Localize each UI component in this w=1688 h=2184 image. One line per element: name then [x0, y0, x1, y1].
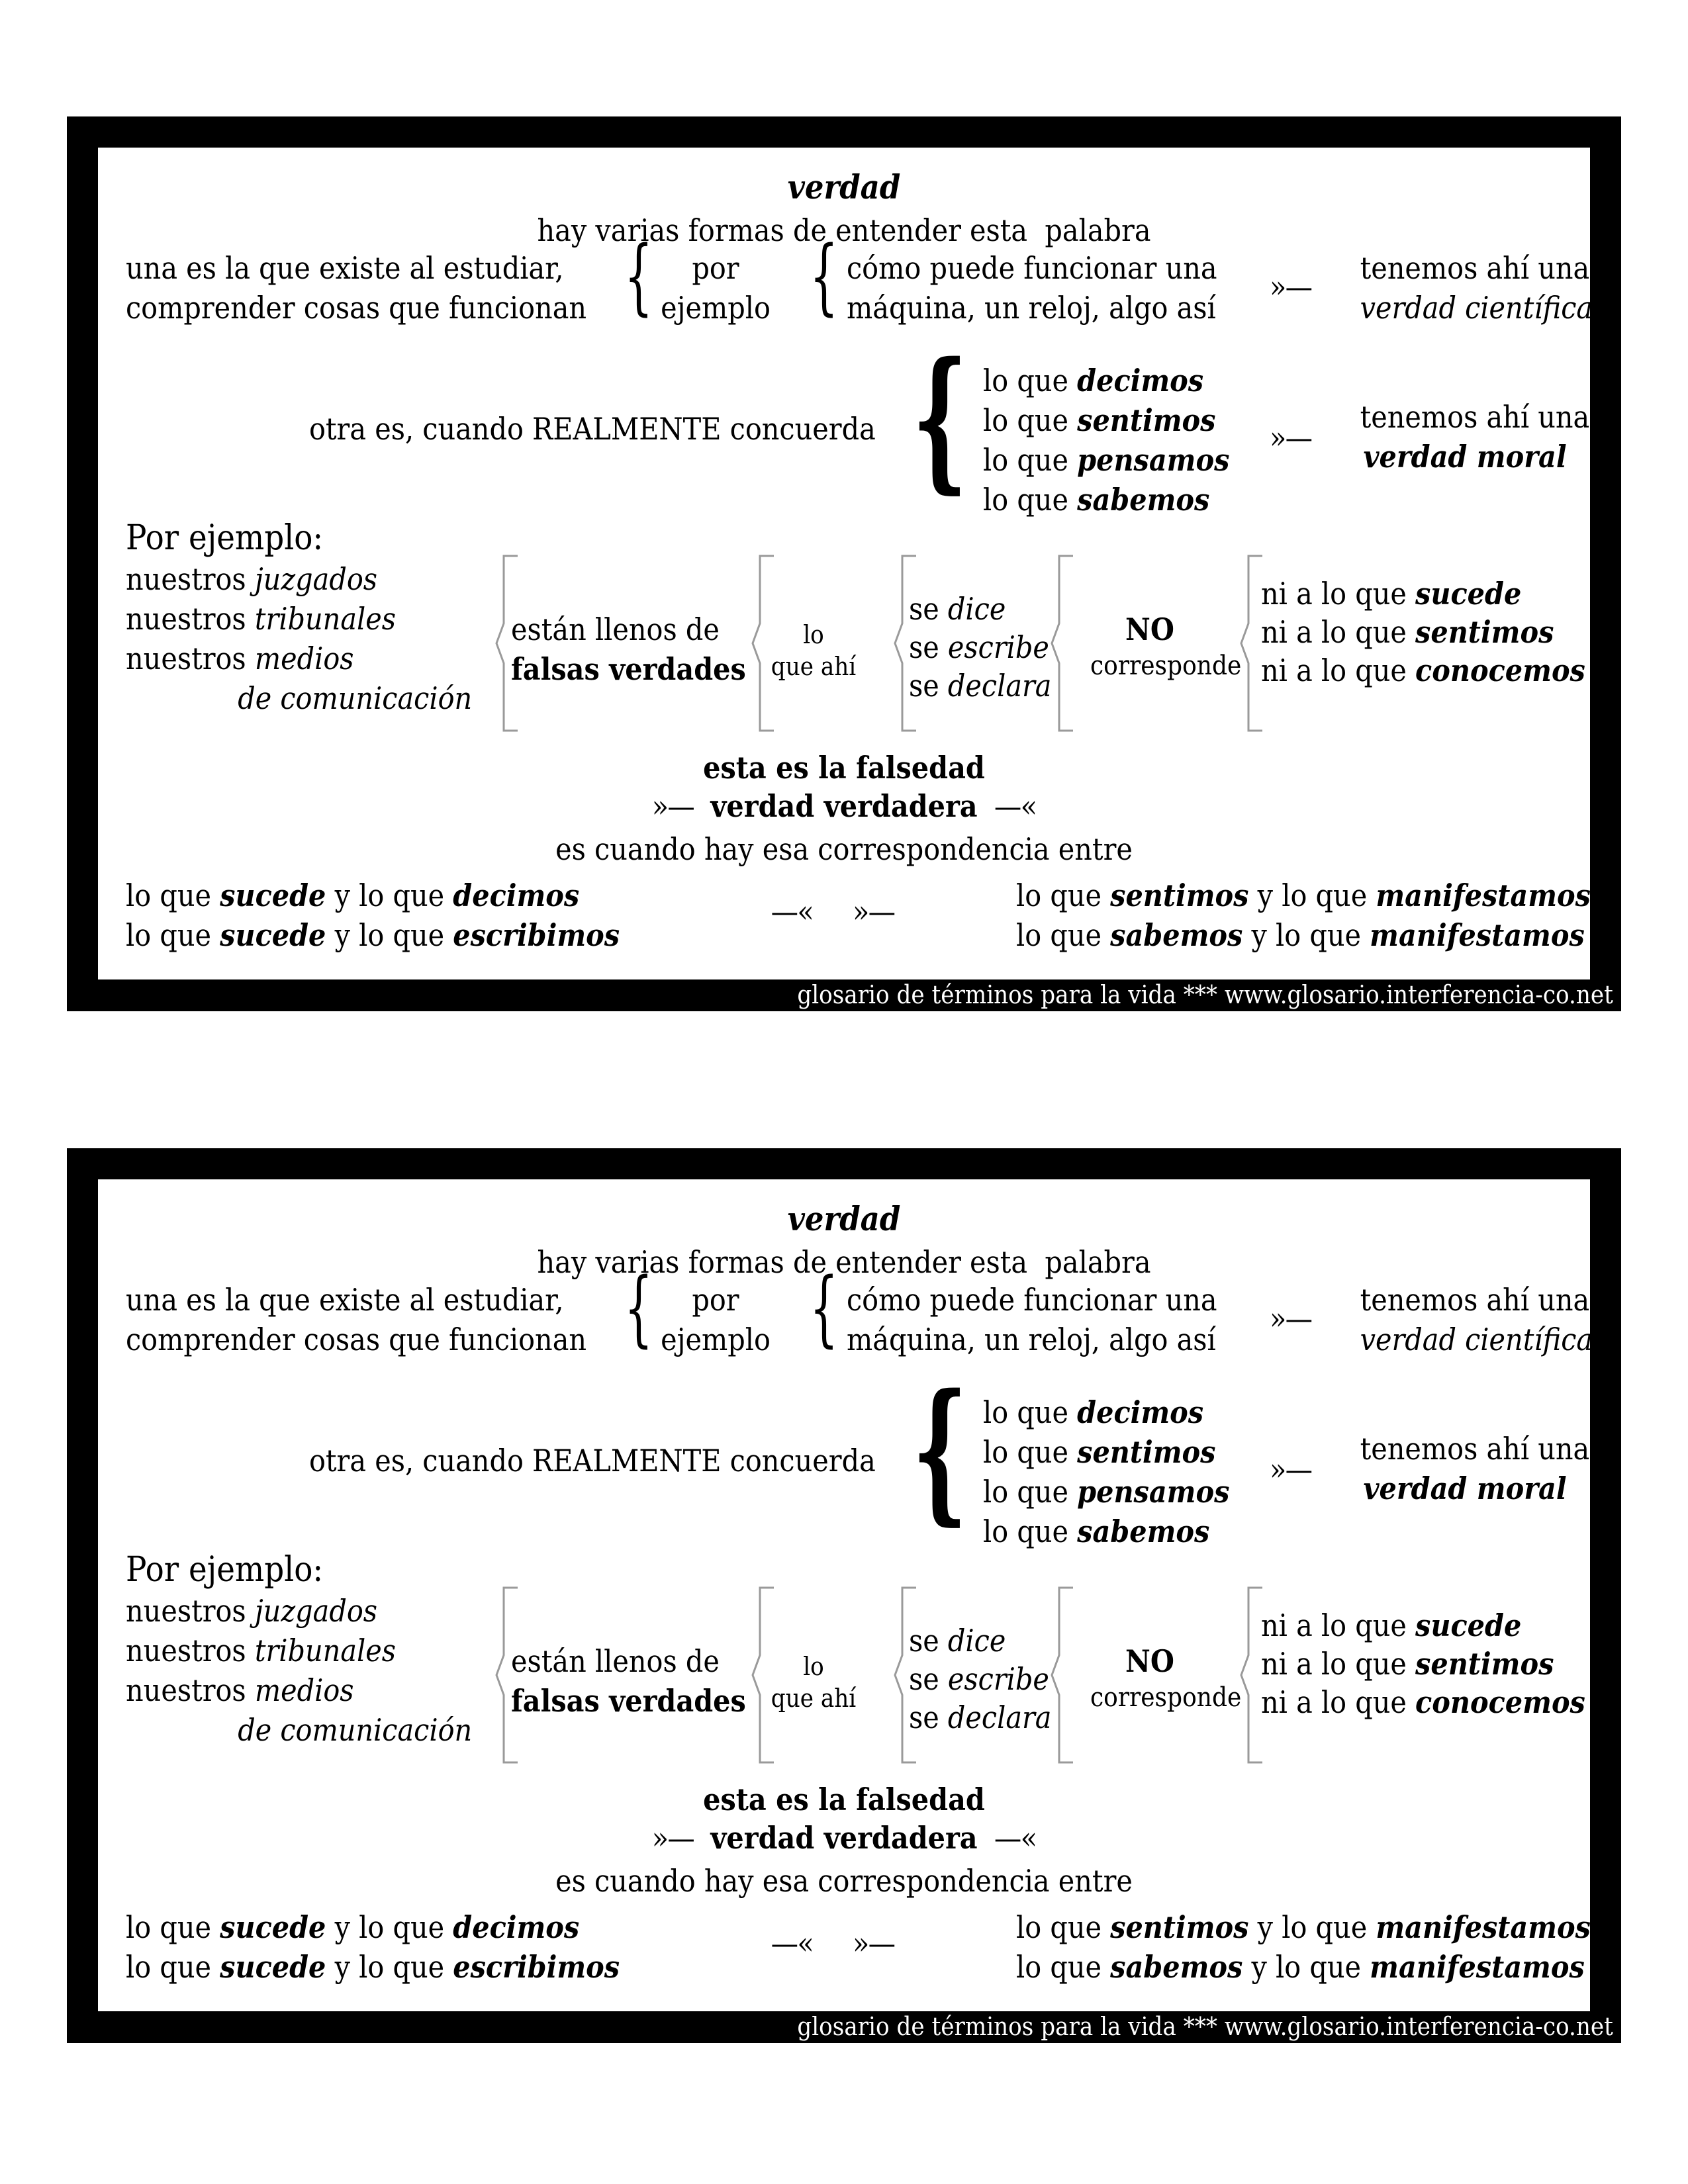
scientific-result — [1360, 248, 1593, 328]
said-item: se declara — [909, 668, 1052, 704]
moral-list-item: lo que decimos — [983, 363, 1204, 398]
scientific-left — [126, 248, 586, 328]
double-angle-dash-arrow-icon: »— — [1270, 1451, 1312, 1487]
no-line2: corresponde — [1090, 1682, 1242, 1713]
title-verdad: verdad — [787, 1199, 901, 1238]
said-item: se declara — [909, 1700, 1052, 1735]
moral-result-line2: verdad moral — [1363, 439, 1567, 475]
full-of-line1: están llenos de — [511, 1643, 720, 1679]
correspondence-line: lo que sentimos y lo que manifestamos — [1016, 1909, 1591, 1945]
said-group — [909, 1621, 1051, 1737]
correspondence-center — [737, 1923, 928, 1963]
no-line2: corresponde — [1090, 651, 1242, 681]
no-correspond-group — [1090, 1643, 1242, 1715]
moral-list — [983, 1392, 1229, 1551]
moral-list — [983, 361, 1229, 520]
true-truth-line — [173, 786, 1516, 826]
moral-list-item: lo que pensamos — [983, 442, 1230, 478]
correspondence-line: lo que sentimos y lo que manifestamos — [1016, 878, 1591, 913]
double-angle-dash-arrow-icon: —« — [994, 788, 1037, 824]
correspondence-line: lo que sucede y lo que escribimos — [126, 917, 620, 953]
source-item: nuestros juzgados — [126, 1593, 378, 1629]
full-of-line2: falsas verdades — [511, 1683, 746, 1719]
scientific-mid — [656, 1280, 775, 1359]
true-truth-label: verdad verdadera — [710, 1820, 978, 1856]
that-group — [766, 619, 861, 682]
no-line1: NO — [1125, 612, 1174, 647]
curly-brace-icon: { — [810, 1259, 839, 1356]
neither-item: ni a lo que conocemos — [1261, 653, 1585, 688]
card-footer — [67, 2011, 1621, 2043]
said-item: se dice — [909, 1623, 1006, 1659]
moral-result — [1360, 397, 1590, 477]
neither-group — [1261, 1606, 1585, 1721]
footer-text: glosario de términos para la vida *** www.glosario.interferencia-co.net — [796, 980, 1613, 1009]
source-item: de comunicación — [238, 1712, 473, 1748]
correspondence-left — [126, 876, 620, 955]
curly-brace-icon: { — [810, 228, 839, 324]
neither-item: ni a lo que sentimos — [1261, 1646, 1554, 1682]
correspondence-intro: es cuando hay esa correspondencia entre — [555, 1863, 1133, 1899]
moral-intro: otra es, cuando REALMENTE concuerda — [309, 411, 876, 447]
double-angle-dash-arrow-icon: »— — [651, 788, 694, 824]
curly-brace-icon: { — [624, 228, 653, 324]
card-footer — [67, 979, 1621, 1011]
scientific-mid — [656, 248, 775, 328]
source-item: nuestros medios — [126, 641, 354, 676]
moral-list-item: lo que decimos — [983, 1394, 1204, 1430]
moral-result-line2: verdad moral — [1363, 1471, 1567, 1506]
scientific-right-line1: cómo puede funcionar una — [847, 1282, 1217, 1318]
correspondence-intro: es cuando hay esa correspondencia entre — [555, 831, 1133, 867]
correspondence-center — [737, 891, 928, 931]
flyer-card — [67, 116, 1621, 1011]
source-item: nuestros tribunales — [126, 601, 397, 637]
moral-list-item: lo que pensamos — [983, 1474, 1230, 1510]
dash-angle-left-icon: —« — [771, 1925, 814, 1961]
title-verdad: verdad — [787, 167, 901, 206]
square-bracket-left-notch-icon — [1240, 555, 1264, 732]
correspondence-right — [1016, 876, 1591, 955]
that-group — [766, 1651, 861, 1714]
moral-list-item: lo que sabemos — [983, 1514, 1210, 1549]
scientific-right — [847, 248, 1217, 328]
angle-dash-right-icon: »— — [852, 1925, 895, 1961]
moral-list-item: lo que sentimos — [983, 402, 1216, 438]
subtitle: hay varias formas de entender esta palabra — [537, 212, 1151, 248]
source-item: nuestros medios — [126, 1672, 354, 1708]
moral-result — [1360, 1429, 1590, 1508]
correspondence-left — [126, 1907, 620, 1987]
correspondence-right — [1016, 1907, 1591, 1987]
curly-brace-icon: { — [912, 1361, 968, 1540]
scientific-right — [847, 1280, 1217, 1359]
double-angle-dash-arrow-icon: »— — [1270, 269, 1312, 304]
example-heading: Por ejemplo: — [126, 518, 324, 558]
said-item: se escribe — [909, 629, 1049, 665]
square-bracket-left-notch-icon — [1051, 555, 1074, 732]
scientific-left-line1: una es la que existe al estudiar, — [126, 250, 564, 286]
scientific-left — [126, 1280, 586, 1359]
scientific-result-line1: tenemos ahí una — [1360, 250, 1590, 286]
source-item: nuestros tribunales — [126, 1633, 397, 1668]
neither-item: ni a lo que sentimos — [1261, 614, 1554, 650]
that-line2: que ahí — [771, 652, 857, 681]
full-of-group — [511, 1641, 746, 1721]
that-line1: lo — [803, 1652, 824, 1681]
source-item: nuestros juzgados — [126, 561, 378, 597]
that-line2: que ahí — [771, 1684, 857, 1713]
angle-dash-right-icon: »— — [852, 893, 895, 929]
scientific-right-line2: máquina, un reloj, algo así — [847, 290, 1216, 326]
no-line1: NO — [1125, 1643, 1174, 1679]
said-group — [909, 590, 1051, 705]
flyer-card — [67, 1148, 1621, 2043]
dash-angle-left-icon: —« — [771, 893, 814, 929]
true-truth-label: verdad verdadera — [710, 788, 978, 824]
scientific-mid-line2: ejemplo — [661, 290, 771, 326]
said-item: se dice — [909, 591, 1006, 627]
moral-result-line1: tenemos ahí una — [1360, 1431, 1590, 1467]
scientific-mid-line1: por — [692, 1282, 739, 1318]
true-truth-line — [173, 1818, 1516, 1858]
curly-brace-icon: { — [912, 329, 968, 508]
said-item: se escribe — [909, 1661, 1049, 1697]
square-bracket-left-notch-icon — [1051, 1586, 1074, 1764]
double-angle-dash-arrow-icon: —« — [994, 1820, 1037, 1856]
scientific-left-line1: una es la que existe al estudiar, — [126, 1282, 564, 1318]
scientific-result-line2: verdad científica — [1360, 290, 1593, 326]
correspondence-line: lo que sabemos y lo que manifestamos — [1016, 917, 1585, 953]
scientific-result-line1: tenemos ahí una — [1360, 1282, 1590, 1318]
falsehood-line: esta es la falsedad — [703, 1782, 985, 1817]
no-correspond-group — [1090, 611, 1242, 684]
moral-intro: otra es, cuando REALMENTE concuerda — [309, 1443, 876, 1479]
moral-list-item: lo que sentimos — [983, 1434, 1216, 1470]
neither-item: ni a lo que sucede — [1261, 576, 1522, 612]
subtitle: hay varias formas de entender esta palabra — [537, 1244, 1151, 1280]
full-of-line1: están llenos de — [511, 612, 720, 647]
square-bracket-left-notch-icon — [1240, 1586, 1264, 1764]
neither-item: ni a lo que sucede — [1261, 1608, 1522, 1643]
curly-brace-icon: { — [624, 1259, 653, 1356]
source-item: de comunicación — [238, 680, 473, 716]
sources-list — [126, 559, 472, 718]
scientific-right-line1: cómo puede funcionar una — [847, 250, 1217, 286]
double-angle-dash-arrow-icon: »— — [651, 1820, 694, 1856]
neither-group — [1261, 574, 1585, 690]
scientific-result — [1360, 1280, 1593, 1359]
scientific-result-line2: verdad científica — [1360, 1322, 1593, 1357]
scientific-left-line2: comprender cosas que funcionan — [126, 1322, 587, 1357]
example-heading: Por ejemplo: — [126, 1550, 324, 1590]
correspondence-line: lo que sucede y lo que decimos — [126, 1909, 580, 1945]
correspondence-line: lo que sabemos y lo que manifestamos — [1016, 1949, 1585, 1985]
correspondence-line: lo que sucede y lo que decimos — [126, 878, 580, 913]
moral-result-line1: tenemos ahí una — [1360, 399, 1590, 435]
scientific-left-line2: comprender cosas que funcionan — [126, 290, 587, 326]
sources-list — [126, 1591, 472, 1750]
card-inner — [98, 148, 1593, 979]
double-angle-dash-arrow-icon: »— — [1270, 420, 1312, 455]
full-of-line2: falsas verdades — [511, 651, 746, 687]
full-of-group — [511, 610, 746, 689]
moral-list-item: lo que sabemos — [983, 482, 1210, 518]
that-line1: lo — [803, 620, 824, 649]
scientific-mid-line1: por — [692, 250, 739, 286]
card-inner — [98, 1179, 1593, 2011]
footer-text: glosario de términos para la vida *** www.glosario.interferencia-co.net — [796, 2012, 1613, 2041]
neither-item: ni a lo que conocemos — [1261, 1684, 1585, 1720]
falsehood-line: esta es la falsedad — [703, 750, 985, 786]
correspondence-line: lo que sucede y lo que escribimos — [126, 1949, 620, 1985]
scientific-mid-line2: ejemplo — [661, 1322, 771, 1357]
double-angle-dash-arrow-icon: »— — [1270, 1300, 1312, 1336]
scientific-right-line2: máquina, un reloj, algo así — [847, 1322, 1216, 1357]
